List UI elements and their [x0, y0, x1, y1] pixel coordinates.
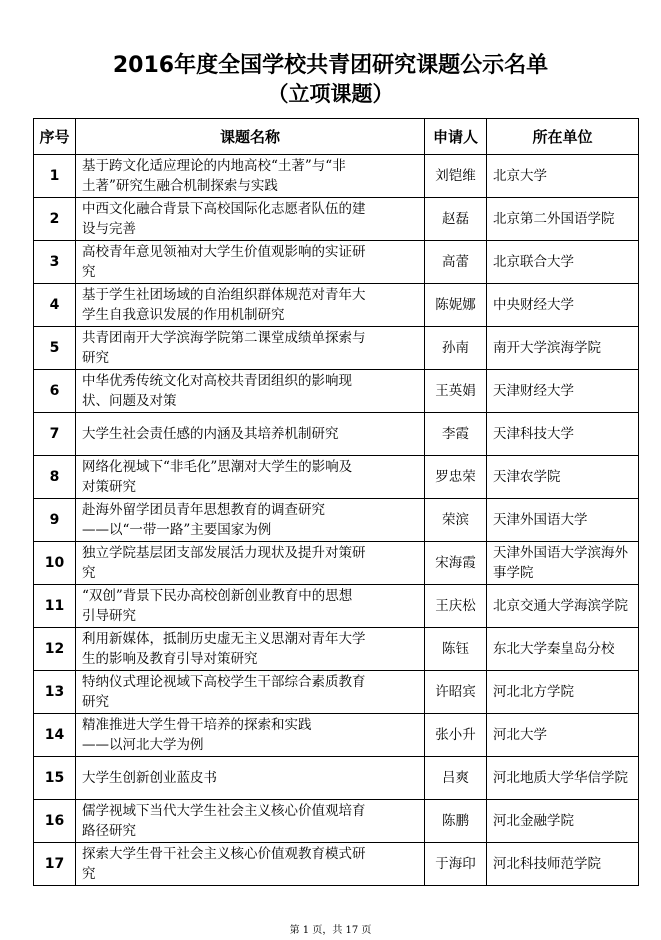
topic-cell	[76, 284, 425, 327]
topic-cell	[76, 800, 425, 843]
topic-line: 共青团南开大学滨海学院第二课堂成绩单探索与	[82, 330, 366, 346]
topic-line: 研究	[82, 350, 109, 366]
row-number: 3	[34, 241, 76, 284]
header-topic: 课题名称	[76, 119, 425, 155]
topic-cell	[76, 198, 425, 241]
row-number: 6	[34, 370, 76, 413]
table-row	[34, 800, 639, 843]
topic-cell	[76, 585, 425, 628]
row-number: 1	[34, 155, 76, 198]
table-header-row	[34, 119, 639, 155]
topic-cell	[76, 843, 425, 886]
topic-line: 中华优秀传统文化对高校共青团组织的影响现	[82, 373, 352, 389]
table-row	[34, 671, 639, 714]
topic-line: 儒学视域下当代大学生社会主义核心价值观培育	[82, 803, 366, 819]
topic-line: 学生自我意识发展的作用机制研究	[82, 307, 285, 323]
topic-line: 究	[82, 565, 96, 581]
topic-cell	[76, 327, 425, 370]
row-number: 2	[34, 198, 76, 241]
topic-cell	[76, 155, 425, 198]
applicant-cell: 荣滨	[425, 499, 487, 542]
applicant-cell: 陈妮娜	[425, 284, 487, 327]
table-row	[34, 284, 639, 327]
row-number: 15	[34, 757, 76, 800]
topic-line: 对策研究	[82, 479, 136, 495]
topic-line: 究	[82, 866, 96, 882]
row-number: 17	[34, 843, 76, 886]
topic-line: 基于学生社团场域的自治组织群体规范对青年大	[82, 287, 366, 303]
table-row	[34, 413, 639, 456]
unit-cell: 中央财经大学	[487, 284, 639, 327]
row-number: 14	[34, 714, 76, 757]
topic-cell	[76, 628, 425, 671]
topic-cell	[76, 370, 425, 413]
topic-cell	[76, 757, 425, 800]
row-number: 7	[34, 413, 76, 456]
topic-cell	[76, 499, 425, 542]
topic-line: 大学生创新创业蓝皮书	[82, 770, 217, 786]
unit-cell: 北京第二外国语学院	[487, 198, 639, 241]
unit-cell: 天津农学院	[487, 456, 639, 499]
topic-cell	[76, 456, 425, 499]
table-row	[34, 241, 639, 284]
unit-cell: 河北大学	[487, 714, 639, 757]
row-number: 9	[34, 499, 76, 542]
table-row	[34, 327, 639, 370]
topic-line: 生的影响及教育引导对策研究	[82, 651, 258, 667]
unit-cell: 天津外国语大学	[487, 499, 639, 542]
project-table	[33, 118, 639, 886]
applicant-cell: 孙南	[425, 327, 487, 370]
topic-line: 研究	[82, 694, 109, 710]
applicant-cell: 许昭宾	[425, 671, 487, 714]
applicant-cell: 李霞	[425, 413, 487, 456]
row-number: 12	[34, 628, 76, 671]
topic-cell	[76, 671, 425, 714]
unit-cell: 天津外国语大学滨海外事学院	[487, 542, 639, 585]
topic-line: ——以“一带一路”主要国家为例	[82, 522, 272, 538]
topic-line: 路径研究	[82, 823, 136, 839]
topic-line: 状、问题及对策	[82, 393, 177, 409]
header-unit: 所在单位	[487, 119, 639, 155]
row-number: 13	[34, 671, 76, 714]
topic-line: 中西文化融合背景下高校国际化志愿者队伍的建	[82, 201, 366, 217]
table-row	[34, 714, 639, 757]
applicant-cell: 陈钰	[425, 628, 487, 671]
unit-cell: 北京大学	[487, 155, 639, 198]
topic-line: 利用新媒体，抵制历史虚无主义思潮对青年大学	[82, 631, 366, 647]
table-row	[34, 198, 639, 241]
row-number: 4	[34, 284, 76, 327]
topic-line: 赴海外留学团员青年思想教育的调查研究	[82, 502, 325, 518]
row-number: 16	[34, 800, 76, 843]
topic-line: 网络化视域下“非毛化”思潮对大学生的影响及	[82, 459, 353, 475]
row-number: 10	[34, 542, 76, 585]
topic-line: 土著”研究生融合机制探索与实践	[82, 178, 278, 194]
topic-line: 精准推进大学生骨干培养的探索和实践	[82, 717, 312, 733]
topic-line: ——以河北大学为例	[82, 737, 204, 753]
applicant-cell: 宋海霞	[425, 542, 487, 585]
topic-line: 设与完善	[82, 221, 136, 237]
applicant-cell: 王英娟	[425, 370, 487, 413]
topic-cell	[76, 714, 425, 757]
row-number: 5	[34, 327, 76, 370]
header-applicant: 申请人	[425, 119, 487, 155]
topic-line: 高校青年意见领袖对大学生价值观影响的实证研	[82, 244, 366, 260]
applicant-cell: 刘铠维	[425, 155, 487, 198]
applicant-cell: 王庆松	[425, 585, 487, 628]
page-title: 2016年度全国学校共青团研究课题公示名单	[112, 53, 549, 78]
unit-cell: 天津财经大学	[487, 370, 639, 413]
unit-cell: 南开大学滨海学院	[487, 327, 639, 370]
unit-cell: 北京联合大学	[487, 241, 639, 284]
row-number: 11	[34, 585, 76, 628]
unit-cell: 河北地质大学华信学院	[487, 757, 639, 800]
table-row	[34, 757, 639, 800]
applicant-cell: 于海印	[425, 843, 487, 886]
topic-line: 引导研究	[82, 608, 136, 624]
table-row	[34, 628, 639, 671]
applicant-cell: 张小升	[425, 714, 487, 757]
table-row	[34, 499, 639, 542]
applicant-cell: 吕爽	[425, 757, 487, 800]
table-row	[34, 456, 639, 499]
topic-cell	[76, 542, 425, 585]
table-row	[34, 370, 639, 413]
unit-cell: 天津科技大学	[487, 413, 639, 456]
unit-cell: 河北金融学院	[487, 800, 639, 843]
unit-cell: 河北科技师范学院	[487, 843, 639, 886]
applicant-cell: 罗忠荣	[425, 456, 487, 499]
table-row	[34, 542, 639, 585]
topic-line: 究	[82, 264, 96, 280]
topic-line: 特纳仪式理论视域下高校学生干部综合素质教育	[82, 674, 366, 690]
unit-cell: 北京交通大学海滨学院	[487, 585, 639, 628]
topic-cell	[76, 241, 425, 284]
topic-line: 独立学院基层团支部发展活力现状及提升对策研	[82, 545, 366, 561]
row-number: 8	[34, 456, 76, 499]
unit-cell: 东北大学秦皇岛分校	[487, 628, 639, 671]
topic-line: 基于跨文化适应理论的内地高校“土著”与“非	[82, 158, 346, 174]
table-row	[34, 155, 639, 198]
unit-cell: 河北北方学院	[487, 671, 639, 714]
header-no: 序号	[34, 119, 76, 155]
table-row	[34, 585, 639, 628]
page-footer: 第 1 页，共 17 页	[289, 925, 372, 936]
applicant-cell: 高蕾	[425, 241, 487, 284]
topic-line: 大学生社会责任感的内涵及其培养机制研究	[82, 426, 339, 442]
applicant-cell: 陈鹏	[425, 800, 487, 843]
page-subtitle: （立项课题）	[267, 82, 394, 106]
topic-line: 探索大学生骨干社会主义核心价值观教育模式研	[82, 846, 366, 862]
applicant-cell: 赵磊	[425, 198, 487, 241]
topic-line: “双创”背景下民办高校创新创业教育中的思想	[82, 588, 353, 604]
topic-cell	[76, 413, 425, 456]
table-row	[34, 843, 639, 886]
